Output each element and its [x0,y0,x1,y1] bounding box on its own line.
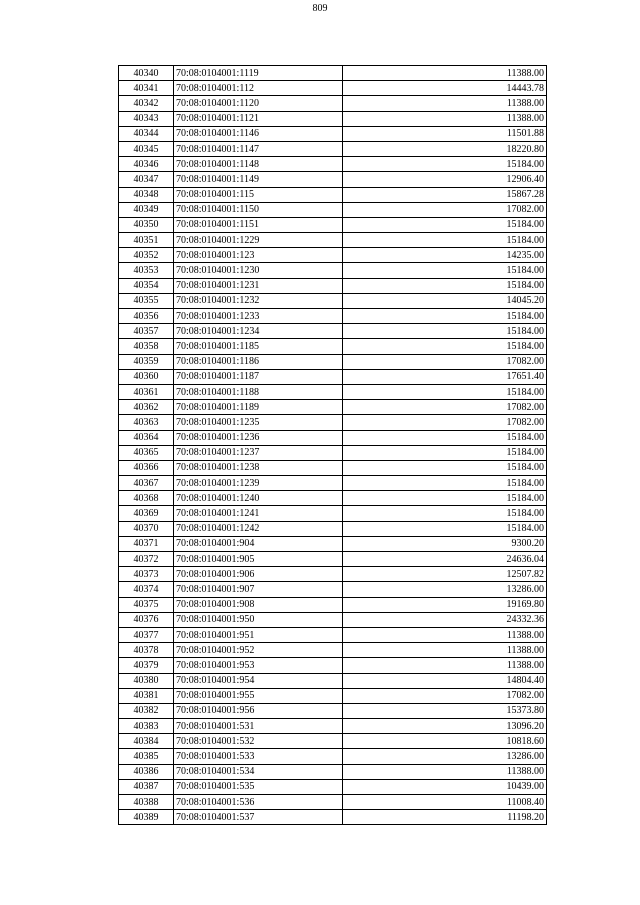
table-row [119,567,547,582]
row-number-cell: 40387 [119,779,174,794]
value-cell: 18220.80 [343,141,547,156]
table-row [119,187,547,202]
table-row [119,643,547,658]
value-cell: 24332.36 [343,612,547,627]
table-row [119,141,547,156]
row-number-cell: 40373 [119,567,174,582]
table-row [119,172,547,187]
row-number-cell: 40356 [119,309,174,324]
value-cell: 15184.00 [343,476,547,491]
cadastral-number-cell: 70:08:0104001:531 [174,719,343,734]
cadastral-number-cell: 70:08:0104001:1234 [174,324,343,339]
cadastral-number-cell: 70:08:0104001:535 [174,779,343,794]
table-row [119,278,547,293]
value-cell: 15184.00 [343,491,547,506]
cadastral-number-cell: 70:08:0104001:956 [174,703,343,718]
table-row [119,521,547,536]
value-cell: 17651.40 [343,369,547,384]
cadastral-number-cell: 70:08:0104001:955 [174,688,343,703]
row-number-cell: 40362 [119,400,174,415]
table-row [119,339,547,354]
row-number-cell: 40353 [119,263,174,278]
cadastral-number-cell: 70:08:0104001:534 [174,764,343,779]
row-number-cell: 40355 [119,293,174,308]
table-row [119,552,547,567]
cadastral-number-cell: 70:08:0104001:1238 [174,460,343,475]
cadastral-number-cell: 70:08:0104001:1239 [174,476,343,491]
value-cell: 15184.00 [343,324,547,339]
cadastral-number-cell: 70:08:0104001:112 [174,81,343,96]
value-cell: 14235.00 [343,248,547,263]
table-row [119,202,547,217]
table-row [119,217,547,232]
cadastral-number-cell: 70:08:0104001:537 [174,810,343,825]
table-row [119,582,547,597]
cadastral-number-cell: 70:08:0104001:907 [174,582,343,597]
table-row [119,81,547,96]
table-row [119,233,547,248]
cadastral-number-cell: 70:08:0104001:954 [174,673,343,688]
value-cell: 11388.00 [343,643,547,658]
table-row [119,795,547,810]
row-number-cell: 40371 [119,536,174,551]
row-number-cell: 40372 [119,552,174,567]
table-row [119,96,547,111]
value-cell: 11388.00 [343,627,547,642]
cadastral-number-cell: 70:08:0104001:1237 [174,445,343,460]
table-row [119,66,547,81]
row-number-cell: 40376 [119,612,174,627]
cadastral-number-cell: 70:08:0104001:536 [174,795,343,810]
cadastral-value-table [118,65,547,825]
cadastral-number-cell: 70:08:0104001:1235 [174,415,343,430]
cadastral-number-cell: 70:08:0104001:950 [174,612,343,627]
cadastral-number-cell: 70:08:0104001:1240 [174,491,343,506]
cadastral-number-cell: 70:08:0104001:951 [174,627,343,642]
value-cell: 15184.00 [343,278,547,293]
table-row [119,779,547,794]
table-row [119,810,547,825]
row-number-cell: 40378 [119,643,174,658]
row-number-cell: 40368 [119,491,174,506]
row-number-cell: 40361 [119,384,174,399]
table-row [119,658,547,673]
value-cell: 15184.00 [343,460,547,475]
row-number-cell: 40350 [119,217,174,232]
cadastral-number-cell: 70:08:0104001:1229 [174,233,343,248]
table-row [119,460,547,475]
row-number-cell: 40345 [119,141,174,156]
table-row [119,430,547,445]
value-cell: 15184.00 [343,309,547,324]
row-number-cell: 40351 [119,233,174,248]
row-number-cell: 40382 [119,703,174,718]
page-number: 809 [312,3,328,14]
table-row [119,157,547,172]
cadastral-number-cell: 70:08:0104001:115 [174,187,343,202]
row-number-cell: 40341 [119,81,174,96]
row-number-cell: 40381 [119,688,174,703]
table-row [119,369,547,384]
cadastral-number-cell: 70:08:0104001:532 [174,734,343,749]
value-cell: 15184.00 [343,430,547,445]
table-row [119,719,547,734]
table-row [119,673,547,688]
row-number-cell: 40374 [119,582,174,597]
value-cell: 15184.00 [343,339,547,354]
value-cell: 15184.00 [343,506,547,521]
table-row [119,627,547,642]
value-cell: 19169.80 [343,597,547,612]
row-number-cell: 40360 [119,369,174,384]
cadastral-number-cell: 70:08:0104001:1230 [174,263,343,278]
table-row [119,293,547,308]
value-cell: 11388.00 [343,111,547,126]
value-cell: 17082.00 [343,202,547,217]
row-number-cell: 40377 [119,627,174,642]
value-cell: 13096.20 [343,719,547,734]
row-number-cell: 40379 [119,658,174,673]
cadastral-number-cell: 70:08:0104001:1233 [174,309,343,324]
row-number-cell: 40367 [119,476,174,491]
row-number-cell: 40348 [119,187,174,202]
cadastral-number-cell: 70:08:0104001:1119 [174,66,343,81]
value-cell: 17082.00 [343,415,547,430]
cadastral-number-cell: 70:08:0104001:1236 [174,430,343,445]
row-number-cell: 40359 [119,354,174,369]
value-cell: 17082.00 [343,354,547,369]
row-number-cell: 40375 [119,597,174,612]
value-cell: 15184.00 [343,445,547,460]
value-cell: 15184.00 [343,521,547,536]
value-cell: 14804.40 [343,673,547,688]
table-row [119,400,547,415]
table-row [119,506,547,521]
cadastral-number-cell: 70:08:0104001:908 [174,597,343,612]
row-number-cell: 40365 [119,445,174,460]
cadastral-number-cell: 70:08:0104001:1120 [174,96,343,111]
row-number-cell: 40370 [119,521,174,536]
table-body [119,66,547,825]
cadastral-number-cell: 70:08:0104001:533 [174,749,343,764]
cadastral-number-cell: 70:08:0104001:904 [174,536,343,551]
cadastral-number-cell: 70:08:0104001:1241 [174,506,343,521]
cadastral-number-cell: 70:08:0104001:1185 [174,339,343,354]
row-number-cell: 40354 [119,278,174,293]
cadastral-number-cell: 70:08:0104001:1242 [174,521,343,536]
value-cell: 10818.60 [343,734,547,749]
value-cell: 15184.00 [343,263,547,278]
row-number-cell: 40346 [119,157,174,172]
cadastral-number-cell: 70:08:0104001:1186 [174,354,343,369]
row-number-cell: 40388 [119,795,174,810]
row-number-cell: 40385 [119,749,174,764]
value-cell: 11501.88 [343,126,547,141]
row-number-cell: 40364 [119,430,174,445]
table-row [119,384,547,399]
cadastral-number-cell: 70:08:0104001:1149 [174,172,343,187]
value-cell: 11388.00 [343,658,547,673]
value-cell: 15184.00 [343,157,547,172]
table-row [119,263,547,278]
row-number-cell: 40352 [119,248,174,263]
table-row [119,309,547,324]
table-row [119,126,547,141]
value-cell: 24636.04 [343,552,547,567]
row-number-cell: 40357 [119,324,174,339]
value-cell: 12507.82 [343,567,547,582]
value-cell: 15184.00 [343,233,547,248]
row-number-cell: 40358 [119,339,174,354]
value-cell: 10439.00 [343,779,547,794]
table-row [119,688,547,703]
cadastral-number-cell: 70:08:0104001:1188 [174,384,343,399]
value-cell: 14045.20 [343,293,547,308]
row-number-cell: 40383 [119,719,174,734]
cadastral-number-cell: 70:08:0104001:953 [174,658,343,673]
table-row [119,703,547,718]
cadastral-number-cell: 70:08:0104001:1187 [174,369,343,384]
value-cell: 15184.00 [343,217,547,232]
cadastral-number-cell: 70:08:0104001:1151 [174,217,343,232]
value-cell: 11388.00 [343,764,547,779]
value-cell: 11388.00 [343,96,547,111]
value-cell: 15184.00 [343,384,547,399]
cadastral-number-cell: 70:08:0104001:1148 [174,157,343,172]
value-cell: 15867.28 [343,187,547,202]
table-row [119,612,547,627]
table-row [119,491,547,506]
table-row [119,248,547,263]
value-cell: 15373.80 [343,703,547,718]
cadastral-number-cell: 70:08:0104001:1150 [174,202,343,217]
table-row [119,764,547,779]
table-row [119,536,547,551]
table-row [119,111,547,126]
table-row [119,734,547,749]
row-number-cell: 40386 [119,764,174,779]
row-number-cell: 40363 [119,415,174,430]
cadastral-number-cell: 70:08:0104001:1147 [174,141,343,156]
cadastral-number-cell: 70:08:0104001:123 [174,248,343,263]
cadastral-number-cell: 70:08:0104001:905 [174,552,343,567]
row-number-cell: 40344 [119,126,174,141]
table-row [119,415,547,430]
value-cell: 14443.78 [343,81,547,96]
value-cell: 17082.00 [343,400,547,415]
value-cell: 13286.00 [343,582,547,597]
table-row [119,445,547,460]
row-number-cell: 40343 [119,111,174,126]
table-row [119,597,547,612]
value-cell: 12906.40 [343,172,547,187]
row-number-cell: 40340 [119,66,174,81]
table-row [119,476,547,491]
table-row [119,749,547,764]
row-number-cell: 40347 [119,172,174,187]
table-row [119,354,547,369]
row-number-cell: 40349 [119,202,174,217]
cadastral-number-cell: 70:08:0104001:1232 [174,293,343,308]
row-number-cell: 40380 [119,673,174,688]
cadastral-number-cell: 70:08:0104001:952 [174,643,343,658]
value-cell: 17082.00 [343,688,547,703]
row-number-cell: 40366 [119,460,174,475]
row-number-cell: 40389 [119,810,174,825]
value-cell: 11388.00 [343,66,547,81]
cadastral-number-cell: 70:08:0104001:906 [174,567,343,582]
cadastral-number-cell: 70:08:0104001:1121 [174,111,343,126]
cadastral-number-cell: 70:08:0104001:1146 [174,126,343,141]
table-row [119,324,547,339]
value-cell: 9300.20 [343,536,547,551]
cadastral-number-cell: 70:08:0104001:1189 [174,400,343,415]
value-cell: 11008.40 [343,795,547,810]
cadastral-number-cell: 70:08:0104001:1231 [174,278,343,293]
row-number-cell: 40384 [119,734,174,749]
row-number-cell: 40369 [119,506,174,521]
value-cell: 13286.00 [343,749,547,764]
value-cell: 11198.20 [343,810,547,825]
row-number-cell: 40342 [119,96,174,111]
